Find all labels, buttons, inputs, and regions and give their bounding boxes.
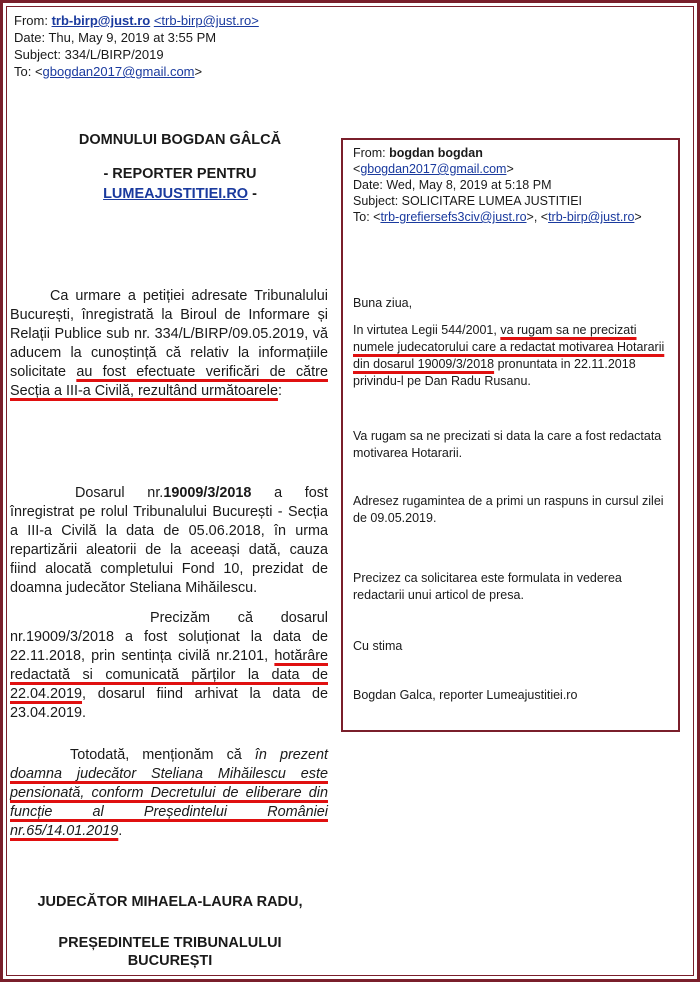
email-deadline: Adresez rugamintea de a primi un raspuns in cursul zilei de 09.05.2019. [353,494,664,525]
request-date: Date: Wed, May 8, 2019 at 5:18 PM [353,178,552,192]
email-signature: Bogdan Galca, reporter Lumeajustitiei.ro [353,688,578,702]
email-greeting: Buna ziua, [353,296,413,310]
date-line: Date: Thu, May 9, 2019 at 3:55 PM [14,30,217,45]
email-closing: Cu stima [353,639,403,653]
letter-paragraph-1: Ca urmare a petiției adresate Tribunalului București, înregistrată la Biroul de Informare și Relații Publice sub nr. 334/L/BIRP/09.05.2019, vă aducem la cunoștință că relativ la informațiile solicitate au fost efectuate verificări de către Secția a III-a Civilă, rezultând următoarele: [10,288,328,399]
from-line: From: trb-birp@just.ro <trb-birp@just.ro> [14,13,259,28]
lumeajustitiei-link[interactable]: LUMEAJUSTITIEI.RO [103,186,249,202]
addressee-name: DOMNULUI BOGDAN GÂLCĂ [78,132,282,148]
email-date-request: Va rugam sa ne precizati si data la care a fost redactata motivarea Hotararii. [353,429,662,460]
request-subject: Subject: SOLICITARE LUMEA JUSTITIEI [353,194,582,208]
email-purpose: Precizez ca solicitarea este formulata in vederea redactarii unui articol de presa. [353,571,622,602]
letter-paragraph-3: Precizăm că dosarul nr.19009/3/2018 a fost soluționat la data de 22.11.2018, prin sentința civilă nr.2101, hotărâre redactată si comunicată părților la data de 22.04.2019, dosarul fiind arhivat la data de 23.04.2019. [10,610,328,721]
request-email-header: From: bogdan bogdan <gbogdan2017@gmail.com> Date: Wed, May 8, 2019 at 5:18 PM Subject: SOLICITARE LUMEA JUSTITIEI To: <trb-grefiersefs3civ@just.ro>, <trb-birp@just.ro> [353,145,671,225]
sender-name: bogdan bogdan [389,146,483,160]
email-request-paragraph: In virtutea Legii 544/2001, va rugam sa ne precizati numele judecatorului care a redactat motivarea Hotararii din dosarul 19009/3/2018 pronuntata in 22.11.2018 privindu-l pe Dan Radu Rusanu. [353,323,665,388]
recipient-email-link-2[interactable]: trb-birp@just.ro [548,210,635,224]
recipient-email-link-1[interactable]: trb-grefiersefs3civ@just.ro [380,210,527,224]
to-email-link[interactable]: gbogdan2017@gmail.com [42,64,195,79]
highlight-verificari: au fost efectuate verificări de către Secția a III-a Civilă, rezultând următoarele [10,364,328,399]
letter-paragraph-4: Totodată, menționăm că în prezent doamna judecător Steliana Mihăilescu este pensionată, conform Decretului de eliberare din funcție al Președintelui României nr.65/14.01.2019. [10,747,329,839]
highlight-request: va rugam sa ne precizati numele judecatorului care a redactat motivarea Hotararii din dosarul 19009/3/2018 [353,323,665,371]
highlight-pensionata: doamna judecător Steliana Mihăilescu este pensionată, conform Decretului de eliberare din funcție al Președintelui României nr.65/14.01.2019 [10,766,328,839]
case-number: 19009/3/2018 [163,485,252,501]
signature-president: PREȘEDINTELE TRIBUNALULUI BUCUREȘTI [58,935,282,969]
to-line: To: <gbogdan2017@gmail.com> [14,64,203,79]
from-email-bracket-link[interactable]: <trb-birp@just.ro> [153,13,259,28]
addressee-title: - REPORTER PENTRU LUMEAJUSTITIEI.RO - [103,166,257,202]
reply-email-header [14,12,259,80]
highlight-hotarare: hotărâre redactată si comunicată părților la data de 22.04.2019 [10,648,328,702]
original-request-email [341,138,680,732]
from-email-link[interactable]: trb-birp@just.ro [51,13,151,28]
sender-email-link[interactable]: gbogdan2017@gmail.com [360,162,507,176]
letter-paragraph-2: Dosarul nr.19009/3/2018 a fost înregistrat pe rolul Tribunalului București - Secția a III-a Civilă la data de 05.06.2018, în urma repartizării aleatorii de la aceeași dată, cauza fiind alocată completului Fond 10, prezidat de doamna judecător Steliana Mihăilescu. [10,485,328,596]
subject-line: Subject: 334/L/BIRP/2019 [14,47,164,62]
signature-judge: JUDECĂTOR MIHAELA-LAURA RADU, [37,894,303,910]
